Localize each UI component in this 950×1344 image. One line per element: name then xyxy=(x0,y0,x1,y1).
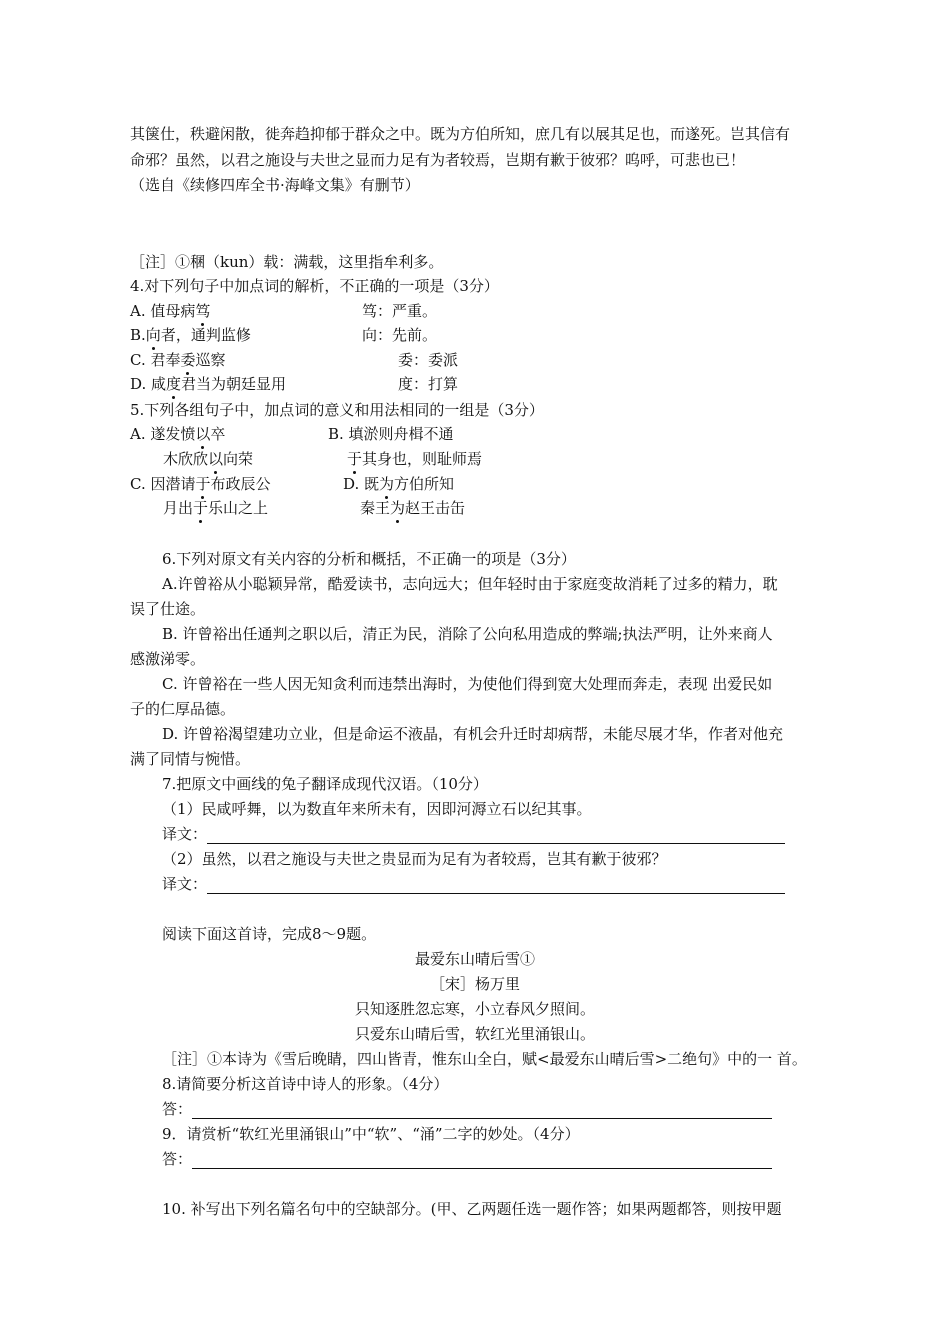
q6-option-c-line-1: C. 许曾裕在一些人因无知贪利而违禁出海时，为使他们得到宽大处理而奔走，表现 出爱民如 xyxy=(162,675,773,693)
emphasis-dot: 于 xyxy=(195,475,211,493)
emphasis-dot: 于 xyxy=(193,499,209,517)
passage-line-2: 命邪？虽然，以君之施设与夫世之显而力足有为者较焉，岂期有歉于彼邪？呜呼，可悲也已！ xyxy=(130,151,746,169)
q4-option-d-def: 度：打算 xyxy=(398,375,459,393)
q5-option-a-2: 木欣欣以向荣 xyxy=(163,450,254,468)
emphasis-dot: 笃 xyxy=(195,302,211,320)
q5-option-c-2: 月出于乐山之上 xyxy=(163,499,269,517)
answer-blank[interactable] xyxy=(207,879,785,894)
q7-translation-label: 译文： xyxy=(162,875,208,893)
poem-line-1: 只知逐胜忽忘寒，小立春风夕照间。 xyxy=(354,1000,595,1018)
q4-option-d: D. 咸度君当为朝廷显用 xyxy=(130,375,287,393)
q4-option-c: C. 君奉委巡察 xyxy=(130,351,226,369)
emphasis-dot: 向 xyxy=(145,326,161,344)
q6-option-b-line-2: 感激涕零。 xyxy=(130,650,206,668)
q7-sentence-1: （1）民咸呼舞，以为数直年来所未有，因即河溽立石以纪其事。 xyxy=(162,800,592,818)
answer-blank[interactable] xyxy=(192,1154,772,1169)
q6-option-a-line-2: 误了仕途。 xyxy=(130,600,206,618)
q4-option-c-def: 委：委派 xyxy=(398,351,459,369)
q5-option-d-2: 秦王为赵王击缶 xyxy=(360,499,466,517)
q4-option-b: B.向者，通判监修 xyxy=(130,326,251,344)
q5-option-c-1: C. 因潜请于布政辰公 xyxy=(130,475,271,493)
passage-line-1: 其箧仕，秩避闲散，徙奔趋抑郁于群众之中。既为方伯所知，庶几有以展其足也，而遂死。岂其信有 xyxy=(130,125,791,143)
q6-option-a-line-1: A.许曾裕从小聪颖异常，酷爱读书，志向远大；但年轻时由于家庭变故消耗了过多的精力，耽 xyxy=(162,575,778,593)
q8-answer-line[interactable] xyxy=(162,1099,772,1119)
q6-option-b-line-1: B. 许曾裕出任通判之职以后，清正为民，消除了公向私用造成的弊端;执法严明，让外来商人 xyxy=(162,625,773,643)
q9-answer-line[interactable] xyxy=(162,1149,772,1169)
emphasis-dot: 为 xyxy=(379,475,395,493)
emphasis-dot: 为 xyxy=(390,499,406,517)
poem-title: 最爱东山晴后雪① xyxy=(414,950,535,968)
poem-intro: 阅读下面这首诗，完成8～9题。 xyxy=(162,925,377,943)
answer-blank[interactable] xyxy=(207,829,785,844)
q5-option-b-1: B. 填淤则舟楫不通 xyxy=(328,425,454,443)
q6-option-d-line-2: 满了同情与惋惜。 xyxy=(130,750,251,768)
q6-stem: 6.下列对原文有关内容的分析和概括，不正确一的项是（3分） xyxy=(162,550,576,568)
q4-option-a: A. 值母病笃 xyxy=(130,302,211,320)
emphasis-dot: 于 xyxy=(347,450,363,468)
q7-translation-label: 译文： xyxy=(162,825,208,843)
q7-stem: 7.把原文中画线的兔子翻译成现代汉语。（10分） xyxy=(162,775,488,793)
passage-source: （选自《续修四库全书·海峰文集》有删节） xyxy=(130,176,420,194)
q7-answer-line-1[interactable] xyxy=(162,824,785,844)
poem-author: ［宋］杨万里 xyxy=(429,975,520,993)
q9-answer-label: 答： xyxy=(162,1150,193,1168)
q6-option-c-line-2: 子的仁厚品德。 xyxy=(130,700,236,718)
poem-note: ［注］①本诗为《雪后晚睛，四山皆青，惟东山全白，赋<最爱东山晴后雪>二绝句》中的一 首。 xyxy=(162,1050,807,1068)
q8-answer-label: 答： xyxy=(162,1100,193,1118)
q4-stem: 4.对下列句子中加点词的解析，不正确的一项是（3分） xyxy=(130,277,499,295)
q8-stem: 8.请简要分析这首诗中诗人的形象。（4分） xyxy=(162,1075,449,1093)
answer-blank[interactable] xyxy=(192,1104,772,1119)
q10-stem: 10. 补写出下列名篇名句中的空缺部分。(甲、乙两题任选一题作答；如果两题都答，则按甲题 xyxy=(162,1200,782,1218)
passage-note: ［注］①稛（kun）载：满载，这里指牟利多。 xyxy=(130,253,444,271)
poem-line-2: 只爱东山晴后雪，软红光里涌银山。 xyxy=(354,1025,595,1043)
emphasis-dot: 以 xyxy=(208,450,224,468)
q5-option-b-2: 于其身也，则耻师焉 xyxy=(347,450,483,468)
q7-sentence-2: （2）虽然，以君之施设与夫世之贵显而为足有为者较焉，岂其有歉于彼邪？ xyxy=(162,850,667,868)
emphasis-dot: 度 xyxy=(166,375,182,393)
q5-option-d-1: D. 既为方伯所知 xyxy=(343,475,455,493)
emphasis-dot: 委 xyxy=(180,351,196,369)
q5-stem: 5.下列各组句子中，加点词的意义和用法相同的一组是（3分） xyxy=(130,401,544,419)
q4-option-a-def: 笃：严重。 xyxy=(362,302,438,320)
q4-option-b-def: 向：先前。 xyxy=(362,326,438,344)
q9-stem: 9．请赏析“软红光里涌银山”中“软”、“涌”二字的妙处。（4分） xyxy=(162,1125,580,1143)
emphasis-dot: 以 xyxy=(195,425,211,443)
q5-option-a-1: A. 遂发愤以卒 xyxy=(130,425,226,443)
q6-option-d-line-1: D. 许曾裕渴望建功立业，但是命运不液晶，有机会升迁时却病帮，未能尽展才华，作者对他充 xyxy=(162,725,784,743)
q7-answer-line-2[interactable] xyxy=(162,874,785,894)
